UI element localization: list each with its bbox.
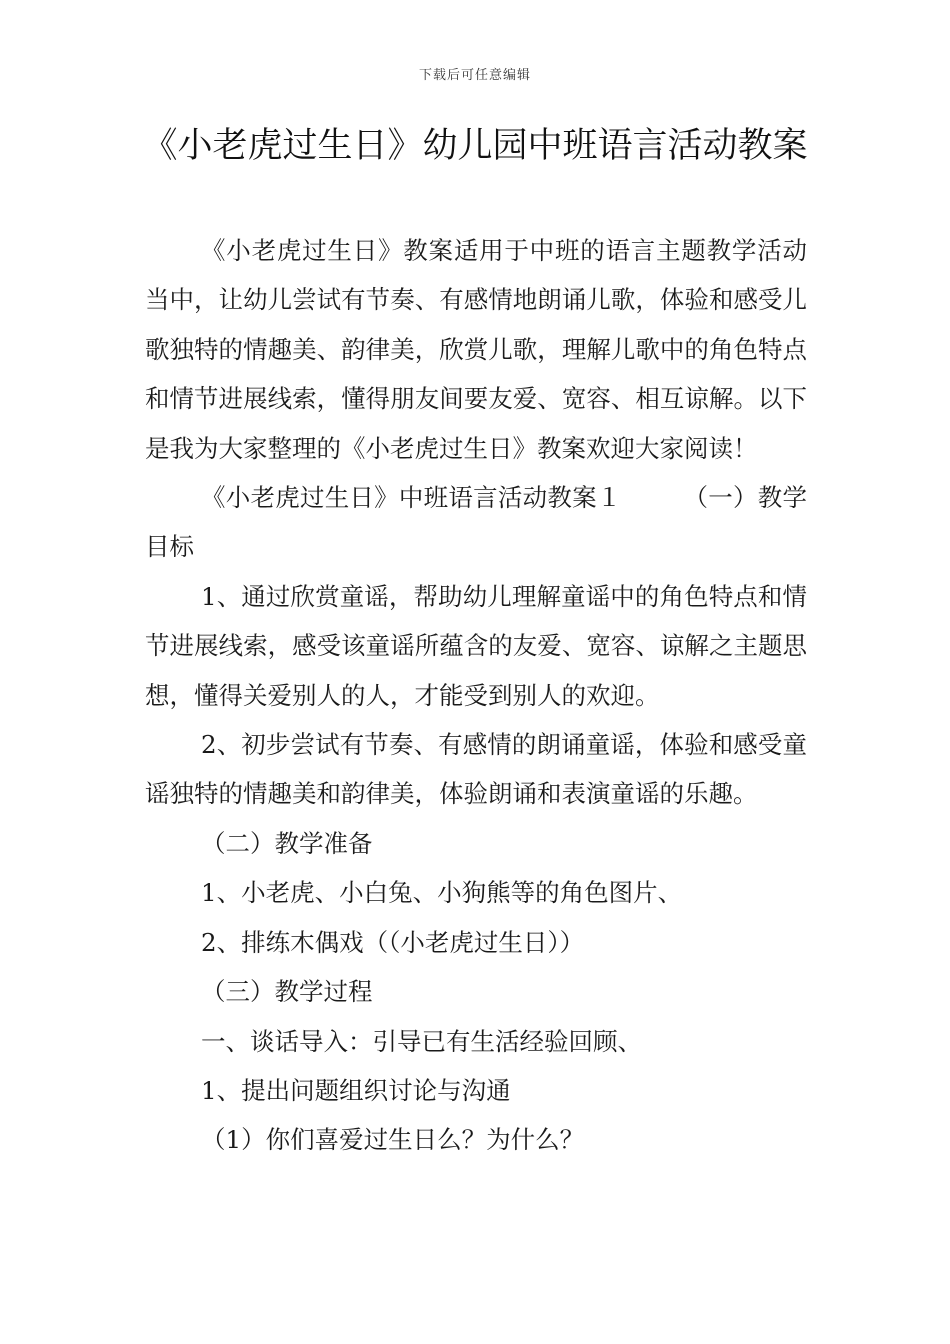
prep-item-2: 2、排练木偶戏（（小老虎过生日））	[201, 927, 585, 957]
goal-1-paragraph: 1、通过欣赏童谣，帮助幼儿理解童谣中的角色特点和情节进展线索，感受该童谣所蕴含的友爱、宽容、谅解之主题思想，懂得关爱别人的人，才能受到别人的欢迎。	[145, 581, 807, 710]
document-body	[145, 226, 807, 1165]
process-step-1: 一、谈话导入：引导已有生活经验回顾、	[201, 1026, 642, 1056]
prep-item-1: 1、小老虎、小白兔、小狗熊等的角色图片、	[201, 878, 683, 908]
goal-2-paragraph: 2、初步尝试有节奏、有感情的朗诵童谣，体验和感受童谣独特的情趣美和韵律美，体验朗诵和表演童谣的乐趣。	[145, 730, 807, 809]
section-heading-paragraph: 《小老虎过生日》中班语言活动教案１ （一）教学目标	[145, 483, 807, 562]
process-heading: （三）教学过程	[201, 977, 373, 1007]
question-1: （1）你们喜爱过生日么？为什么？	[201, 1125, 585, 1155]
process-step-1-1: 1、提出问题组织讨论与沟通	[201, 1075, 511, 1105]
prep-heading: （二）教学准备	[201, 828, 373, 858]
document-title: 《小老虎过生日》幼儿园中班语言活动教案	[142, 126, 808, 166]
page-header-note: 下载后可任意编辑	[418, 68, 531, 83]
intro-paragraph: 《小老虎过生日》教案适用于中班的语言主题教学活动当中，让幼儿尝试有节奏、有感情地朗诵儿歌，体验和感受儿歌独特的情趣美、韵律美，欣赏儿歌，理解儿歌中的角色特点和情节进展线索，懂得朋友间要友爱、宽容、相互谅解。以下是我为大家整理的《小老虎过生日》教案欢迎大家阅读！	[145, 236, 807, 463]
